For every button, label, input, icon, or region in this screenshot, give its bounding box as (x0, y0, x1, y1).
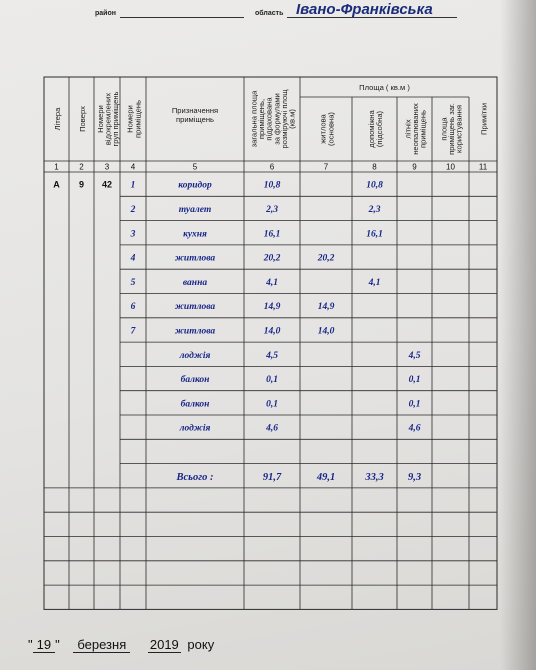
col-header-4: Номериприміщень (125, 99, 143, 139)
col-header-10: площаприміщень заг.користування (439, 103, 464, 155)
cell-nomer: 5 (130, 277, 136, 288)
quote-close: " (55, 637, 60, 652)
cell-zhytlova: 14,9 (317, 302, 335, 313)
area-group-header: Площа ( кв.м ) (359, 83, 410, 92)
cell-pryznachennia: ванна (182, 277, 208, 288)
cell-litera: А (53, 179, 60, 190)
col-header-6: загальна площаприміщень,підрахованаза формуламирозміруючі площ(кв.м) (249, 89, 297, 149)
cell-zahalna: 4,1 (266, 277, 278, 288)
cell-nomer: 3 (130, 229, 136, 240)
oblast-label: область (255, 10, 284, 17)
cell-litni: 4,5 (408, 350, 421, 361)
col-header-1: Літера (53, 107, 62, 131)
cell-grupa: 42 (101, 179, 113, 190)
total-litni: 9,3 (407, 471, 422, 483)
col-number: 3 (104, 162, 110, 172)
date-day: 19 (33, 637, 55, 653)
col-number: 11 (478, 162, 488, 172)
date-month: березня (73, 637, 130, 653)
cell-zahalna: 2,3 (266, 204, 278, 215)
cell-zahalna: 4,5 (266, 350, 278, 361)
oblast-value: Івано-Франківська (296, 1, 433, 18)
cell-zahalna: 20,2 (263, 253, 281, 264)
cell-zahalna: 10,8 (263, 180, 281, 191)
cell-nomer: 7 (130, 326, 136, 337)
cell-poverkh: 9 (78, 179, 85, 190)
col-number: 5 (192, 162, 198, 172)
cell-dopomizhna: 10,8 (366, 180, 383, 191)
cell-dopomizhna: 16,1 (366, 229, 383, 240)
cell-dopomizhna: 4,1 (368, 277, 381, 288)
cell-zahalna: 0,1 (266, 399, 278, 410)
cell-zahalna: 16,1 (263, 229, 281, 240)
cell-nomer: 4 (130, 253, 136, 264)
cell-dopomizhna: 2,3 (368, 204, 381, 215)
col-header-2: Поверх (78, 106, 87, 132)
cell-pryznachennia: житлова (174, 253, 216, 264)
col-number: 4 (130, 162, 136, 172)
col-number: 6 (269, 162, 275, 172)
cell-pryznachennia: лоджія (179, 423, 211, 434)
cell-zahalna: 14,9 (263, 302, 281, 313)
col-header-11: Примітки (479, 103, 489, 135)
table-frame (44, 77, 497, 609)
cell-zhytlova: 14,0 (317, 326, 335, 337)
cell-litni: 0,1 (408, 399, 421, 410)
total-label: Всього : (176, 471, 214, 483)
cell-nomer: 1 (130, 180, 136, 191)
cell-litni: 4,6 (408, 423, 421, 434)
col-number: 10 (446, 162, 455, 172)
col-header-3: Номеривідокремленихгруп приміщень (95, 91, 121, 147)
cell-nomer: 6 (130, 302, 136, 313)
cell-pryznachennia: кухня (183, 229, 207, 240)
cell-pryznachennia: житлова (174, 302, 216, 313)
col-number: 1 (54, 162, 59, 172)
col-number: 8 (372, 162, 377, 172)
cell-nomer: 2 (130, 204, 136, 215)
total-zhytlova: 49,1 (316, 471, 336, 483)
cell-pryznachennia: коридор (178, 180, 212, 191)
cell-zhytlova: 20,2 (317, 253, 335, 264)
cell-pryznachennia: туалет (178, 204, 212, 215)
cell-zahalna: 0,1 (266, 375, 278, 386)
cell-pryznachennia: балкон (180, 375, 210, 386)
cell-pryznachennia: балкон (180, 399, 210, 410)
total-dopomizhna: 33,3 (365, 471, 384, 483)
cell-zahalna: 14,0 (263, 326, 281, 337)
col-header-purpose: Призначення приміщень (171, 106, 219, 124)
date-year: 2019 (149, 637, 179, 652)
col-number: 2 (79, 162, 84, 172)
col-header-9: літніхнеопалюванихприміщень (403, 103, 428, 155)
col-number: 9 (412, 162, 417, 172)
cell-pryznachennia: житлова (174, 326, 216, 337)
cell-litni: 0,1 (408, 375, 421, 386)
cell-zahalna: 4,6 (266, 423, 278, 434)
date-year-word: року (187, 637, 215, 652)
col-header-8: допоміжна(підсобна) (367, 110, 384, 148)
raion-label: район (95, 10, 116, 17)
col-number: 7 (323, 162, 329, 172)
cell-pryznachennia: лоджія (179, 350, 211, 361)
total-zahalna: 91,7 (262, 471, 282, 483)
col-header-7: житлова(основна) (318, 112, 336, 146)
quote-open: " (28, 637, 33, 652)
document-date (28, 637, 214, 653)
